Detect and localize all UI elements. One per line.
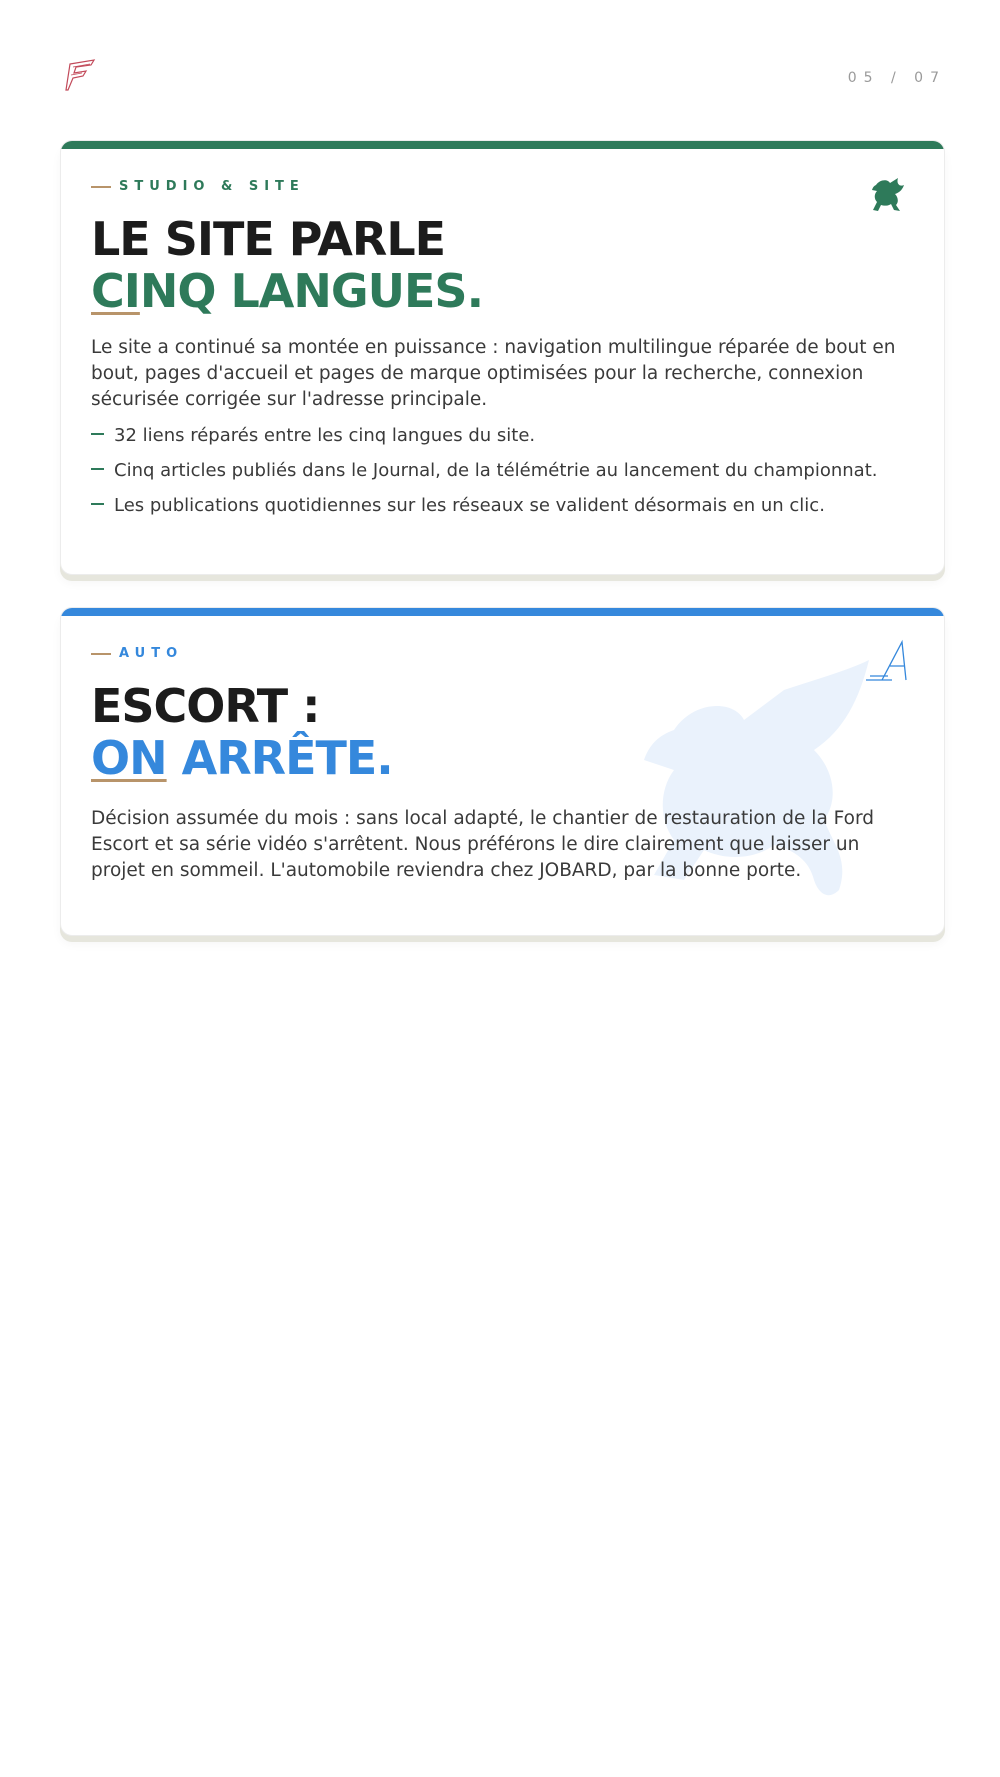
card-headline	[91, 213, 483, 317]
list-item: Les publications quotidiennes sur les réseaux se valident désormais en un clic.	[91, 495, 912, 530]
eyebrow-label: STUDIO & SITE	[119, 179, 305, 194]
page-indicator	[848, 70, 946, 86]
card-body-text: Décision assumée du mois : sans local adapté, le chantier de restauration de la Ford Escort et sa série vidéo s'arrêtent. Nous préférons le dire clairement que laisser un projet en sommeil. L'automobile reviendra chez JOBARD, par la bonne porte.	[91, 808, 874, 881]
bullet-list	[91, 425, 912, 530]
studio-site-card	[60, 140, 945, 575]
bullet-dash	[91, 503, 104, 505]
headline-underlined: CI	[91, 264, 140, 318]
headline-line2: NQ LANGUES.	[139, 264, 484, 318]
auto-card	[60, 607, 945, 936]
griffin-icon	[868, 175, 908, 215]
headline-underlined: ON	[91, 731, 167, 785]
f-monogram-logo-icon	[64, 58, 96, 92]
eyebrow-label: AUTO	[119, 646, 184, 661]
list-item: Cinq articles publiés dans le Journal, de la télémétrie au lancement du championnat.	[91, 460, 912, 495]
eyebrow-rule	[91, 186, 111, 188]
card-accent-bar	[61, 608, 944, 616]
eyebrow-rule	[91, 653, 111, 655]
alpine-a-logo-icon	[862, 638, 916, 686]
headline-line2: ARRÊTE.	[166, 731, 393, 785]
page-current: 05	[847, 70, 880, 86]
card-accent-bar	[61, 141, 944, 149]
bullet-dash	[91, 468, 104, 470]
headline-line1: ESCORT :	[91, 679, 320, 733]
card-eyebrow	[91, 646, 183, 661]
list-item: 32 liens réparés entre les cinq langues du site.	[91, 425, 912, 460]
card-body-text: Le site a continué sa montée en puissance : navigation multilingue réparée de bout en bout, pages d'accueil et pages de marque optimisées pour la recherche, connexion sécurisée corrigée sur l'adresse principale.	[91, 337, 896, 410]
bullet-dash	[91, 433, 104, 435]
card-eyebrow	[91, 179, 305, 194]
card-headline	[91, 680, 393, 784]
headline-line1: LE SITE PARLE	[91, 212, 446, 266]
page-total: 07	[914, 70, 946, 86]
page-separator: /	[891, 70, 903, 86]
